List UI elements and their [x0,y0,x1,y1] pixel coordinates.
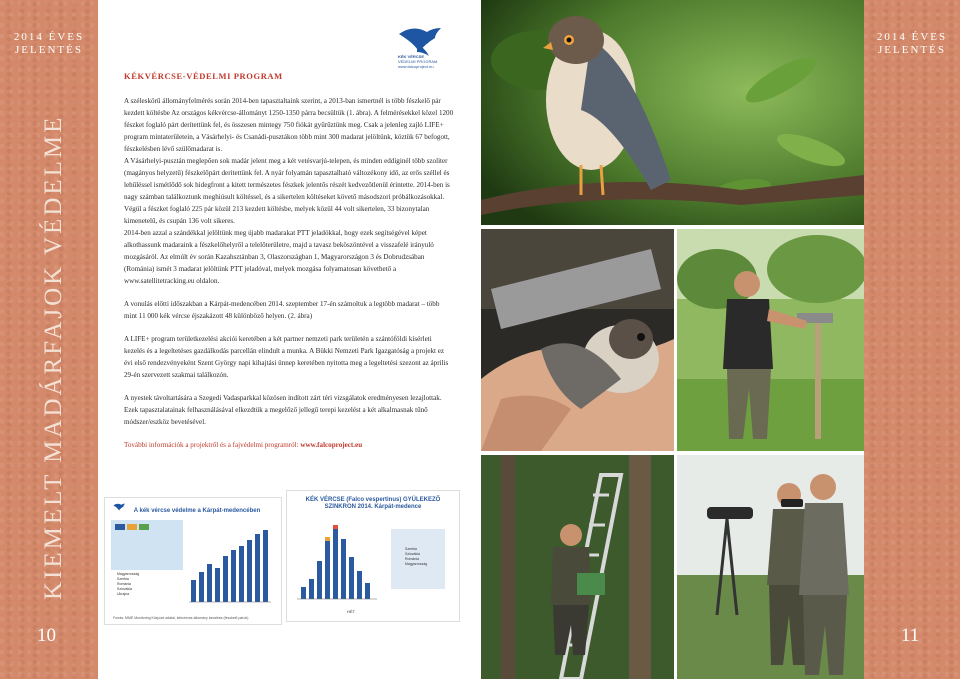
section-vertical-title: KIEMELT MADÁRFAJOK VÉDELME [40,114,67,600]
logo-line3: www.falcoproject.eu [398,64,434,69]
legend-item: Szlovákia [117,587,132,591]
figure-2-legend [405,547,427,567]
left-year-line2: JELENTÉS [15,44,83,56]
logo-text [398,54,437,69]
article-body [124,70,454,451]
legend-item: Magyarország [117,572,140,576]
photo-man-on-ladder [481,455,674,679]
paragraph-5: A LIFE+ program területkezelési akciói keretében a két partner nemzeti park területén a szántóföldi kísérleti kezelés és a legeltetéses gazdálkodás parcellán elindult a munka. A Bükki Nemzeti Park Igazgatóság a projekt ez évi első rendezvényeként Szent György napi kihajtási ünnep keretében nyitotta meg a legeltetési szezont az április 29-én szervezett szakmai találkozón. [124,335,449,379]
right-decorative-strip [864,0,960,679]
left-year-label [0,31,98,57]
more-info-label: További információk a projektről és a fajvédelmi programról: [124,441,299,449]
photo-man-with-sledgehammer [677,229,864,451]
left-decorative-strip [0,0,98,679]
logo-line2: VÉDELMI PROGRAM [398,59,438,64]
legend-item: Románia [117,582,132,586]
legend-item: Románia [405,557,420,561]
figure-2-axis-label: HÉT [347,609,355,614]
project-website-link[interactable]: www.falcoproject.eu [300,441,363,449]
photo-chick-in-hand [481,229,674,451]
right-year-line1: 2014 ÉVES [876,31,948,43]
right-year-label [864,31,960,57]
figure-2-title: KÉK VÉRCSE (Falco vespertinus) GYÜLEKEZŐ SZINKRON 2014. Kárpát-medence [305,497,441,510]
figure-1-title: A kék vércse védelme a Kárpát-medencében [133,508,261,514]
figure-1-legend [117,572,139,597]
logo-line1: KÉK VÉRCSE [398,54,425,59]
legend-item: Magyarország [405,562,428,566]
figure-1-footnote: Forrás: MME Monitoring Központ adatai, kékvércse-állomány becslése (fészkelő párok) [113,616,249,620]
left-page-number: 10 [37,625,56,646]
legend-item: Szlovákia [405,552,420,556]
right-year-line2: JELENTÉS [878,44,946,56]
paragraph-4: A vonulás előtti időszakban a Kárpát-medencében 2014. szeptember 17-én számoltuk a legtöbb madarat – több mint 11 000 kék vércse éjszakázott 48 különböző helyen. (2. ábra) [124,300,440,320]
figure-1-chart [111,520,275,612]
more-info-line [124,439,454,451]
photo-birdwatchers [677,455,864,679]
legend-item: Szerbia [405,547,417,551]
article-title: KÉKVÉRCSE-VÉDELMI PROGRAM [124,71,283,81]
paragraph-1: A széleskörű állományfelmérés során 2014-ben tapasztaltaink szerint, a 2013-ban ismertnél is több fészkelő pár kezdett költésbe Az országos kékvércse-állományt 1250-1350 párra becsültük (1. ábra). A felmérésekkel közel 1200 fészket foglaló párt derítettünk fel, és összesen mintegy 750 fiókát gyűrűztünk meg. Csak a jelenleg zajló LIFE+ program mintaterületein, a Vásárhelyi- és Csanádi-pusztákon több mint 300 madarat jelöltünk, köztük 67 befogott, fészkelésben lévő szülőmadarat is. [124,97,454,153]
paragraph-2: A Vásárhelyi-pusztán meglepően sok madár jelent meg a két vetésvarjú-telepen, és minden eddiginél több szoliter (magányos helyzetű) fészkelőpárt derítettünk fel. A nyár folyamán tapasztalható változékony idő, az erős széllel és lehűléssel ismétlődő sok hidegfront a kitett természetes fészkek jelentős részét kedvezőtlenül érintette. 2014-ben is nagy számban találkoztunk meghiúsult költéssel, és a sikertelen költéseket követő másodszori próbálkozásokkal. Végül a fészket foglaló 225 pár közül 213 kezdett költésbe, melyek közül 44 volt sikertelen, 33 bizonytalan kimenetelű, és csupán 136 volt sikeres. [124,157,450,225]
figure-2-infographic [286,490,460,622]
photo-falcon-perched [481,0,864,225]
paragraph-6: A nyestek távoltartására a Szegedi Vadasparkkal közösen indított zárt téri vizsgálatok eredményesen lezajlottak. Ezek tapasztalatainak felhasználásával elkezdtük a megelőző jellegű terepi kezelést a két alkalmasnak tűnő módszer/eszköz bevetésével. [124,394,442,426]
right-page-number: 11 [901,625,920,646]
left-year-line1: 2014 ÉVES [13,31,85,43]
paragraph-3: 2014-ben azzal a szándékkal jelöltünk meg újabb madarakat PTT jeladókkal, hogy ezek segítségével képet alkothassunk madaraink a fészkelőhelyről a telelőterületre, majd a tavasz beköszöntével a visszafelé irányuló mozgásáról. Az elmúlt év során Kazahsztánban 3, Olaszországban 1, Magyarországon 3 és Dobrudzsában (Románia) ismét 3 madarat jelöltünk PTT jeladóval, melyek mozgása folyamatosan követhető a www.satellitetracking.eu oldalon. [124,229,434,285]
legend-item: Szerbia [117,577,129,581]
figure-2-chart [295,521,451,607]
figure-1-infographic [104,497,282,625]
legend-item: Ukrajna [117,592,130,596]
